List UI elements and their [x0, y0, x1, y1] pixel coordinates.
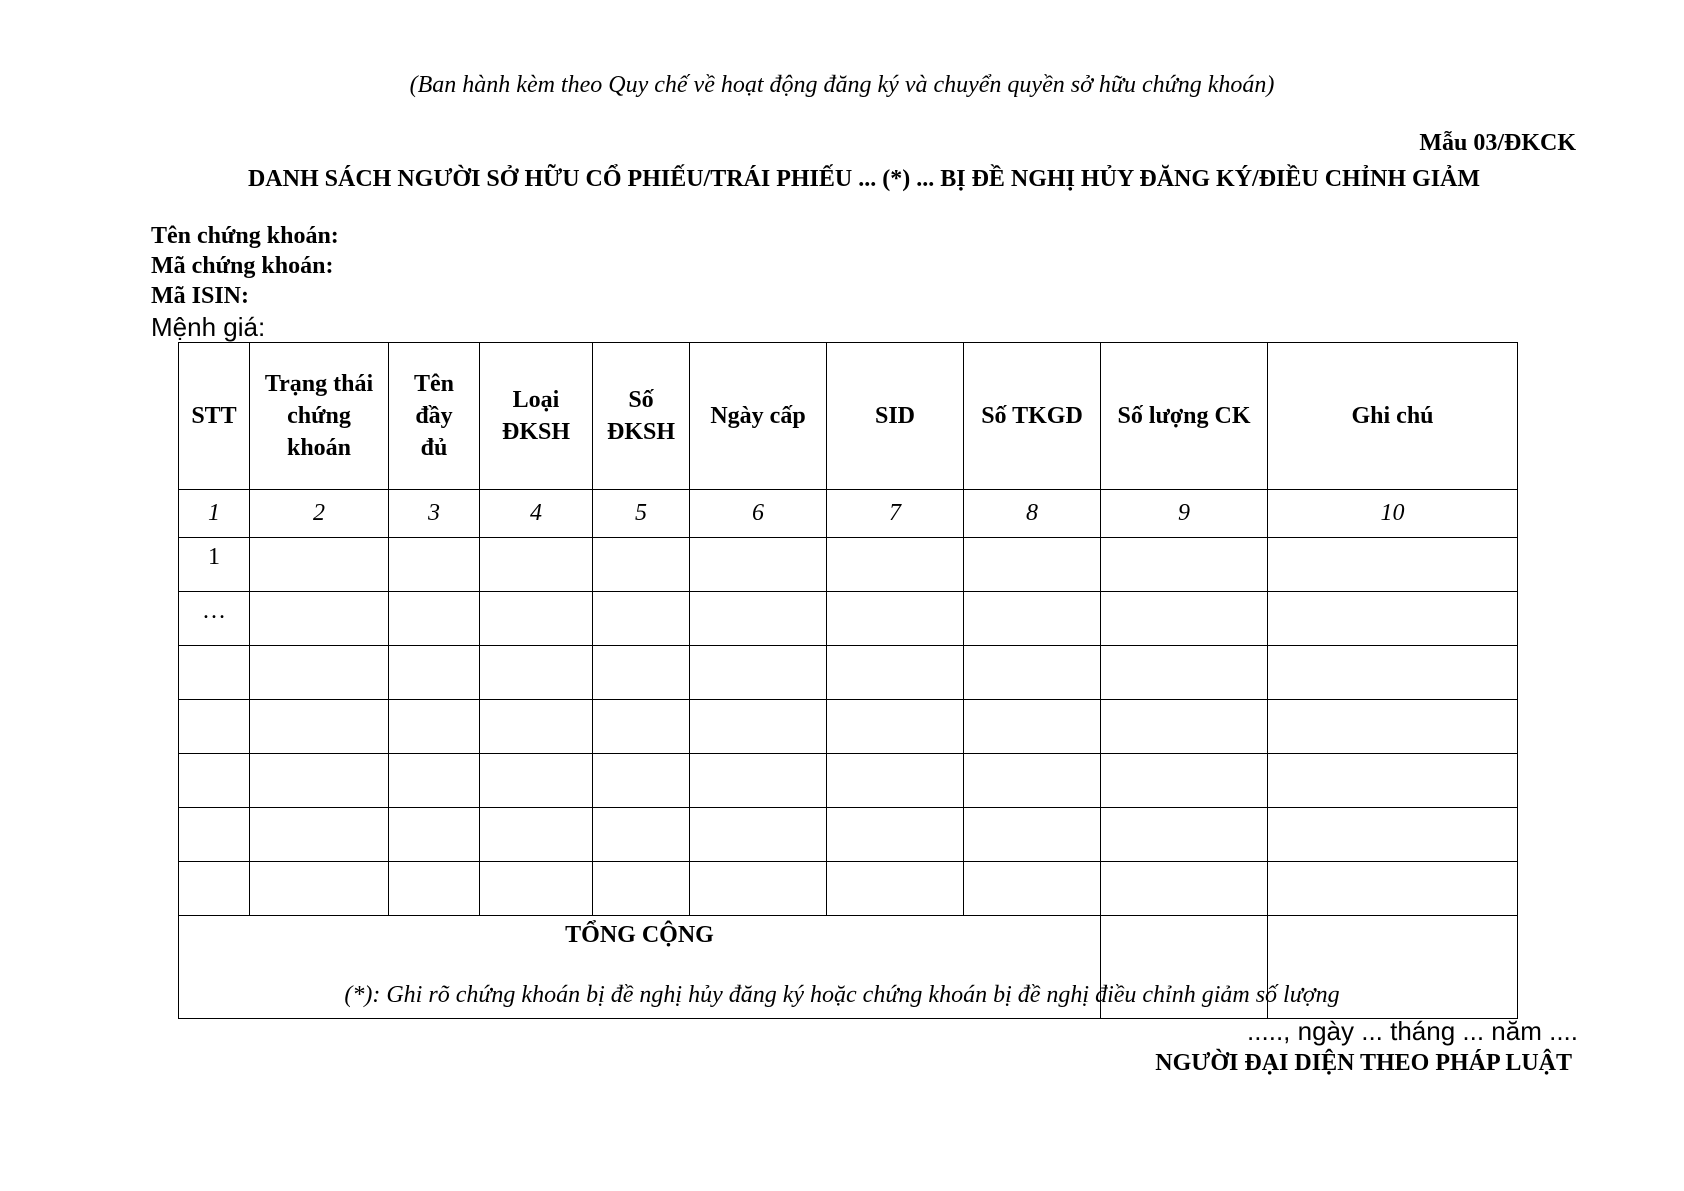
- table-cell: [480, 538, 593, 592]
- header-sid: SID: [827, 343, 964, 490]
- table-cell: [827, 862, 964, 916]
- date-line: ....., ngày ... tháng ... năm ....: [1247, 1016, 1578, 1046]
- table-cell: [480, 646, 593, 700]
- table-cell: [690, 754, 827, 808]
- header-full-name: Tên đầy đủ: [389, 343, 480, 490]
- table-cell: [1268, 592, 1518, 646]
- header-security-status: Trạng thái chứng khoán: [250, 343, 389, 490]
- row-stt: 1: [179, 538, 250, 592]
- table-cell: [480, 862, 593, 916]
- table-cell: [389, 538, 480, 592]
- table-cell: [250, 754, 389, 808]
- field-security-code: Mã chứng khoán:: [151, 253, 334, 279]
- table-cell: [593, 700, 690, 754]
- table-cell: [593, 538, 690, 592]
- header-quantity: Số lượng CK: [1101, 343, 1268, 490]
- table-row: [179, 646, 1518, 700]
- table-cell: [964, 862, 1101, 916]
- table-cell: [1101, 700, 1268, 754]
- table-cell: [690, 646, 827, 700]
- column-number: 7: [827, 490, 964, 538]
- table-cell: [827, 700, 964, 754]
- table-cell: [250, 808, 389, 862]
- column-number: 4: [480, 490, 593, 538]
- table-cell: [593, 754, 690, 808]
- column-number: 10: [1268, 490, 1518, 538]
- table-header-row: [179, 343, 1518, 490]
- field-isin: Mã ISIN:: [151, 283, 250, 309]
- table-cell: [389, 700, 480, 754]
- row-stt: …: [179, 592, 250, 646]
- table-cell: [827, 538, 964, 592]
- field-par-value: Mệnh giá:: [151, 312, 266, 342]
- column-number: 9: [1101, 490, 1268, 538]
- table-cell: [1101, 646, 1268, 700]
- table-cell: [690, 862, 827, 916]
- table-cell: [690, 592, 827, 646]
- table-cell: [480, 808, 593, 862]
- table-row: [179, 538, 1518, 592]
- table-cell: [690, 808, 827, 862]
- table-row: [179, 808, 1518, 862]
- table-cell: [690, 538, 827, 592]
- table-cell: [389, 592, 480, 646]
- table-cell: [1101, 754, 1268, 808]
- table-cell: [250, 700, 389, 754]
- table-cell: [1101, 592, 1268, 646]
- header-trading-account: Số TKGD: [964, 343, 1101, 490]
- table-row: [179, 862, 1518, 916]
- table-cell: [1268, 808, 1518, 862]
- table-cell: [480, 592, 593, 646]
- table-cell: [389, 754, 480, 808]
- table-cell: [593, 646, 690, 700]
- table-cell: [1268, 538, 1518, 592]
- table-cell: [389, 862, 480, 916]
- table-cell: [827, 592, 964, 646]
- row-stt: [179, 700, 250, 754]
- table-cell: [827, 754, 964, 808]
- table-cell: [1268, 700, 1518, 754]
- total-label: TỔNG CỘNG: [179, 916, 1101, 1019]
- header-ownership-type: Loại ĐKSH: [480, 343, 593, 490]
- header-stt: STT: [179, 343, 250, 490]
- footnote: (*): Ghi rõ chứng khoán bị đề nghị hủy đăng ký hoặc chứng khoán bị đề nghị điều chỉnh giảm số lượng: [344, 982, 1340, 1008]
- legal-representative-label: NGƯỜI ĐẠI DIỆN THEO PHÁP LUẬT: [1155, 1050, 1572, 1076]
- table-cell: [964, 754, 1101, 808]
- table-row: [179, 700, 1518, 754]
- row-stt: [179, 646, 250, 700]
- table-cell: [1101, 862, 1268, 916]
- holders-table: [178, 342, 1518, 1019]
- table-cell: [1268, 754, 1518, 808]
- table-cell: [964, 592, 1101, 646]
- table-cell: [964, 646, 1101, 700]
- document-subtitle: (Ban hành kèm theo Quy chế về hoạt động đăng ký và chuyển quyền sở hữu chứng khoán): [409, 72, 1275, 98]
- table-cell: [389, 646, 480, 700]
- table-cell: [1101, 538, 1268, 592]
- table-cell: [1268, 646, 1518, 700]
- column-number: 5: [593, 490, 690, 538]
- table-cell: [389, 808, 480, 862]
- column-number: 2: [250, 490, 389, 538]
- field-security-name: Tên chứng khoán:: [151, 223, 339, 249]
- table-row: [179, 592, 1518, 646]
- column-number: 6: [690, 490, 827, 538]
- table-cell: [250, 862, 389, 916]
- header-issue-date: Ngày cấp: [690, 343, 827, 490]
- table-cell: [593, 808, 690, 862]
- header-notes: Ghi chú: [1268, 343, 1518, 490]
- form-code: Mẫu 03/ĐKCK: [1419, 130, 1576, 156]
- column-number-row: [179, 490, 1518, 538]
- column-number: 3: [389, 490, 480, 538]
- table-cell: [827, 646, 964, 700]
- table-cell: [250, 646, 389, 700]
- table-cell: [964, 538, 1101, 592]
- table-cell: [250, 592, 389, 646]
- table-cell: [593, 592, 690, 646]
- table-row: [179, 754, 1518, 808]
- table-cell: [827, 808, 964, 862]
- row-stt: [179, 862, 250, 916]
- row-stt: [179, 808, 250, 862]
- table-cell: [250, 538, 389, 592]
- table-cell: [593, 862, 690, 916]
- table-cell: [964, 808, 1101, 862]
- document-title: DANH SÁCH NGƯỜI SỞ HỮU CỔ PHIẾU/TRÁI PHIẾU ... (*) ... BỊ ĐỀ NGHỊ HỦY ĐĂNG KÝ/ĐIỀU CHỈNH GIẢM: [247, 166, 1481, 192]
- column-number: 1: [179, 490, 250, 538]
- header-ownership-number: Số ĐKSH: [593, 343, 690, 490]
- column-number: 8: [964, 490, 1101, 538]
- table-cell: [1101, 808, 1268, 862]
- table-cell: [480, 754, 593, 808]
- table-cell: [480, 700, 593, 754]
- table-cell: [1268, 862, 1518, 916]
- table-cell: [964, 700, 1101, 754]
- table-cell: [690, 700, 827, 754]
- row-stt: [179, 754, 250, 808]
